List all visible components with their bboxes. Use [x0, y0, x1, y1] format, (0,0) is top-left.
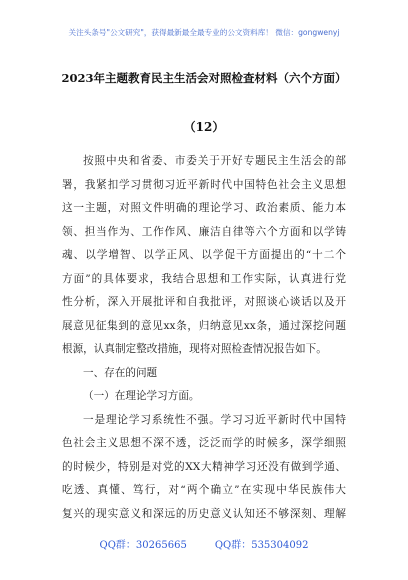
body-line: 复兴的现实意义和深远的历史意义认知还不够深刻、理解 [62, 507, 346, 520]
body-line: 根源，认真制定整改措施，现将对照检查情况报告如下。 [62, 343, 327, 355]
subsection-heading: （一）在理论学习方面。 [83, 390, 200, 402]
body-line: 一是理论学习系统性不强。学习习近平新时代中国特 [83, 413, 346, 426]
body-line: 这一主题，对照文件明确的理论学习、政治素质、能力本 [62, 202, 346, 214]
body-line: 魂、以学增智、以学正风、以学促干方面提出的“十二个 [62, 249, 346, 261]
footer-qq-group-2: QQ群：535304092 [214, 540, 309, 551]
body-line: 按照中央和省委、市委关于开好专题民主生活会的部 [83, 155, 346, 167]
section-heading: 一、存在的问题 [83, 366, 158, 379]
body-line: 色社会主义思想不深不透，泛泛而学的时候多，深学细照 [62, 437, 346, 449]
footer-qq-group-1: QQ群：30265665 [99, 540, 187, 551]
body-line: 展意见征集到的意见xx条，归纳意见xx条，通过深挖问题 [62, 319, 346, 332]
body-line: 方面”的具体要求，我结合思想和工作实际，认真进行党 [62, 272, 346, 285]
document-number: （12） [183, 120, 225, 134]
footer-qq-groups [0, 536, 408, 551]
body-line: 性分析，深入开展批评和自我批评，对照谈心谈话以及开 [62, 296, 346, 308]
document-body [62, 150, 346, 526]
body-line: 署，我紧扣学习贯彻习近平新时代中国特色社会主义思想 [62, 178, 346, 191]
document-title: 2023年主题教育民主生活会对照检查材料（六个方面） [61, 71, 347, 85]
header-banner: 关注头条号"公文研究"，获得最新最全最专业的公文资料库！ 微信：gongwenyj [68, 28, 340, 37]
body-line: 领、担当作为、工作作风、廉洁自律等六个方面和以学铸 [62, 225, 346, 238]
body-line: 的时候少，特别是对党的XX大精神学习还没有做到学通、 [62, 460, 346, 473]
body-line: 吃透、真懂、笃行，对“两个确立”在实现中华民族伟大 [62, 484, 346, 496]
